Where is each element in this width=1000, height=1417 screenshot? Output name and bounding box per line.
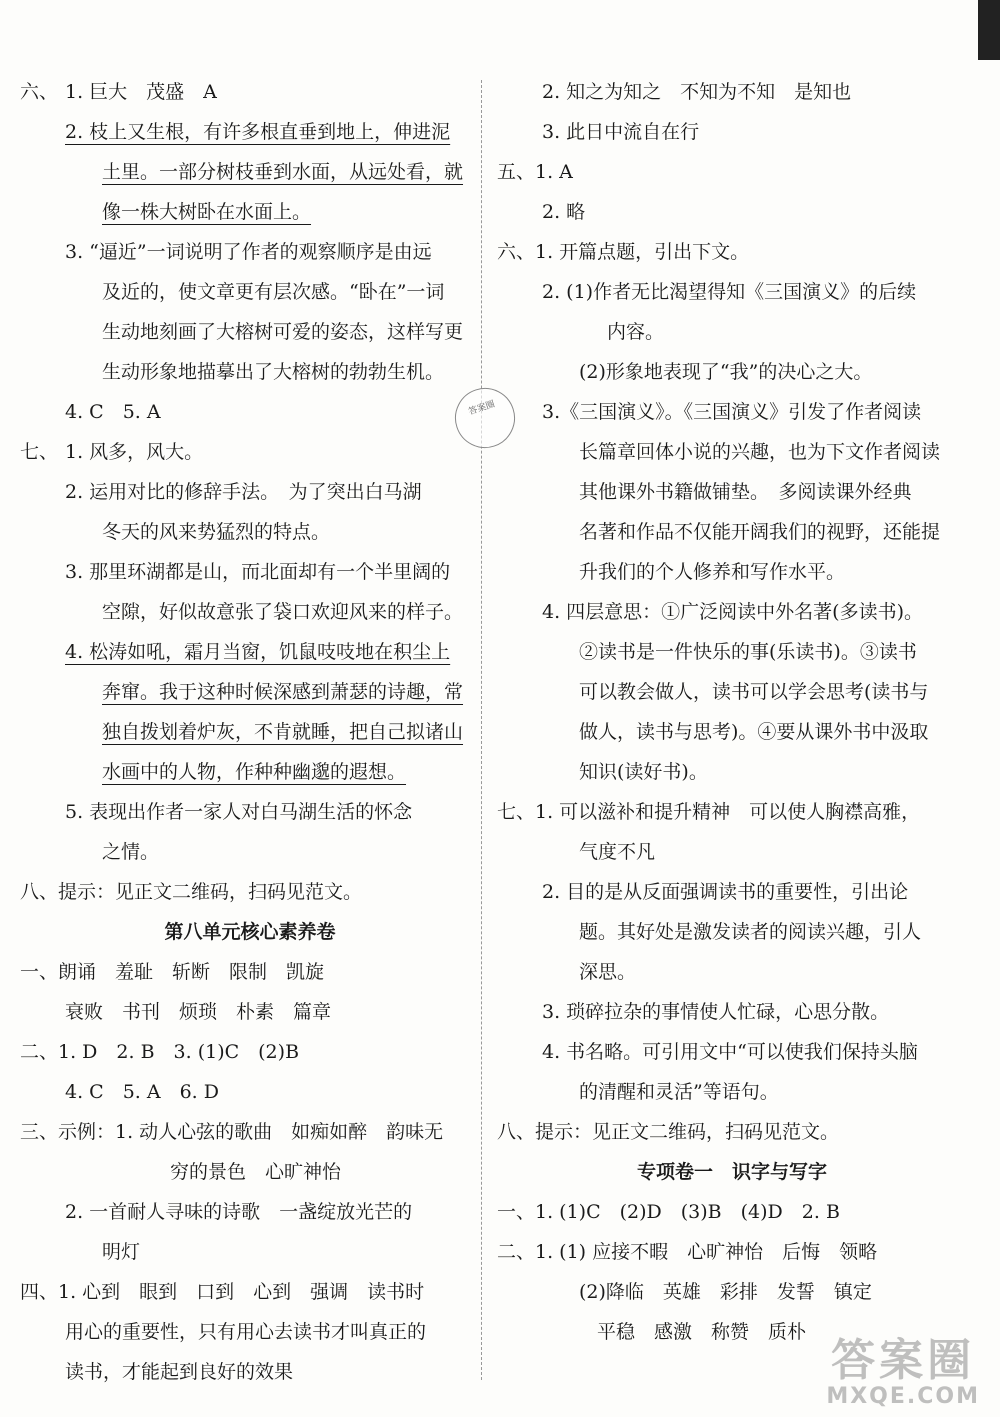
answer-line: 4. 四层意思：①广泛阅读中外名著(多读书)。 <box>542 601 923 623</box>
answer-line: 2. 略 <box>542 201 586 223</box>
answer-line: 3.《三国演义》。《三国演义》引发了作者阅读 <box>542 401 922 423</box>
answer-line: 2. (1)作者无比渴望得知《三国演义》的后续 <box>542 281 917 303</box>
section-marker: 六、 <box>20 81 59 103</box>
answer-line-underlined: 水画中的人物，作种种幽邈的遐想。 <box>102 761 407 783</box>
answer-line <box>20 432 480 472</box>
answer-line: 六、1. 开篇点题，引出下文。 <box>497 241 750 263</box>
watermark <box>826 1337 980 1409</box>
answer-line <box>20 72 480 112</box>
answer-line: 4. C 5. A 6. D <box>65 1081 219 1103</box>
answer-line: 二、1. D 2. B 3. (1)C (2)B <box>20 1041 300 1063</box>
answer-line: 一、1. (1)C (2)D (3)B (4)D 2. B <box>497 1201 840 1223</box>
answer-line-underlined: 独自拨划着炉灰，不肯就睡，把自己拟诸山 <box>102 721 464 743</box>
circular-stamp: 答案圈 <box>447 380 523 456</box>
answer-line: 4. C 5. A <box>65 401 161 423</box>
answer-line: 用心的重要性，只有用心去读书才叫真正的 <box>65 1321 427 1343</box>
answer-text: 1. 风多，风大。 <box>65 441 204 463</box>
answer-text: 1. 巨大 茂盛 A <box>65 81 217 103</box>
answer-line: 长篇章回体小说的兴趣，也为下文作者阅读 <box>579 441 941 463</box>
answer-line: 内容。 <box>607 321 665 343</box>
answer-line: 题。其好处是激发读者的阅读兴趣，引人 <box>579 921 922 943</box>
answer-line: 三、示例：1. 动人心弦的歌曲 如痴如醉 韵味无 <box>20 1121 444 1143</box>
answer-line: 生动形象地描摹出了大榕树的勃勃生机。 <box>102 361 445 383</box>
column-divider <box>481 80 482 1380</box>
answer-line: 升我们的个人修养和写作水平。 <box>579 561 846 583</box>
answer-line: 5. 表现出作者一家人对白马湖生活的怀念 <box>65 801 413 823</box>
answer-line: 生动地刻画了大榕树可爱的姿态，这样写更 <box>102 321 464 343</box>
answer-line: 四、1. 心到 眼到 口到 心到 强调 读书时 <box>20 1281 425 1303</box>
answer-line: 衰败 书刊 烦琐 朴素 篇章 <box>65 1001 332 1023</box>
answer-line: 平稳 感激 称赞 质朴 <box>597 1321 807 1343</box>
answer-line: 可以教会做人，读书可以学会思考(读书与 <box>579 681 929 703</box>
answer-line-underlined: 奔窜。我于这种时候深感到萧瑟的诗趣，常 <box>102 681 464 703</box>
right-column <box>497 72 967 1352</box>
answer-line-underlined: 2. 枝上又生根，有许多根直垂到地上，伸进泥 <box>65 121 451 143</box>
answer-line: 空隙，好似故意张了袋口欢迎风来的样子。 <box>102 601 464 623</box>
answer-line: 2. 目的是从反面强调读书的重要性，引出论 <box>542 881 909 903</box>
section-heading: 专项卷一 识字与写字 <box>636 1161 827 1183</box>
answer-line: 3. 那里环湖都是山，而北面却有一个半里阔的 <box>65 561 451 583</box>
answer-line: 二、1. (1) 应接不暇 心旷神怡 后悔 领略 <box>497 1241 878 1263</box>
answer-line: 明灯 <box>102 1241 141 1263</box>
answer-line: 3. 此日中流自在行 <box>542 121 700 143</box>
answer-line: (2)降临 英雄 彩排 发誓 镇定 <box>579 1281 872 1303</box>
answer-line: 五、1. A <box>497 161 573 183</box>
answer-line: 及近的，使文章更有层次感。“卧在”一词 <box>102 281 445 303</box>
answer-line: 其他课外书籍做铺垫。 多阅读课外经典 <box>579 481 912 503</box>
answer-line: 知识(读好书)。 <box>579 761 708 783</box>
answer-line: 读书，才能起到良好的效果 <box>65 1361 294 1383</box>
section-marker: 七、 <box>20 441 59 463</box>
answer-line: 气度不凡 <box>579 841 656 863</box>
answer-line: 冬天的风来势猛烈的特点。 <box>102 521 331 543</box>
answer-line: ②读书是一件快乐的事(乐读书)。③读书 <box>579 641 917 663</box>
answer-line: 一、朗诵 羞耻 斩断 限制 凯旋 <box>20 961 325 983</box>
answer-line: 八、提示：见正文二维码，扫码见范文。 <box>497 1121 840 1143</box>
answer-line: 3. “逼近”一词说明了作者的观察顺序是由远 <box>65 241 432 263</box>
watermark-logo-text: 答案圈 <box>831 1335 976 1386</box>
section-heading: 第八单元核心素养卷 <box>164 921 336 943</box>
watermark-url: MXQE.COM <box>826 1384 980 1409</box>
answer-line: 名著和作品不仅能开阔我们的视野，还能提 <box>579 521 941 543</box>
answer-line: 八、提示：见正文二维码，扫码见范文。 <box>20 881 363 903</box>
answer-line: 2. 运用对比的修辞手法。 为了突出白马湖 <box>65 481 422 503</box>
answer-line: (2)形象地表现了“我”的决心之大。 <box>579 361 873 383</box>
answer-line: 3. 琐碎拉杂的事情使人忙碌，心思分散。 <box>542 1001 890 1023</box>
answer-line: 2. 一首耐人寻味的诗歌 一盏绽放光芒的 <box>65 1201 413 1223</box>
page-edge-mark <box>978 0 1000 60</box>
answer-line: 做人，读书与思考)。④要从课外书中汲取 <box>579 721 929 743</box>
answer-line-underlined: 土里。一部分树枝垂到水面，从远处看，就 <box>102 161 464 183</box>
left-column <box>20 72 480 1392</box>
answer-line: 深思。 <box>579 961 637 983</box>
answer-line: 2. 知之为知之 不知为不知 是知也 <box>542 81 852 103</box>
answer-line: 穷的景色 心旷神怡 <box>170 1161 342 1183</box>
answer-line: 七、1. 可以滋补和提升精神 可以使人胸襟高雅， <box>497 801 921 823</box>
answer-line-underlined: 像一株大树卧在水面上。 <box>102 201 312 223</box>
answer-line: 的清醒和灵活”等语句。 <box>579 1081 779 1103</box>
answer-line: 4. 书名略。可引用文中“可以使我们保持头脑 <box>542 1041 918 1063</box>
answer-line-underlined: 4. 松涛如吼，霜月当窗，饥鼠吱吱地在积尘上 <box>65 641 451 663</box>
answer-line: 之情。 <box>102 841 160 863</box>
